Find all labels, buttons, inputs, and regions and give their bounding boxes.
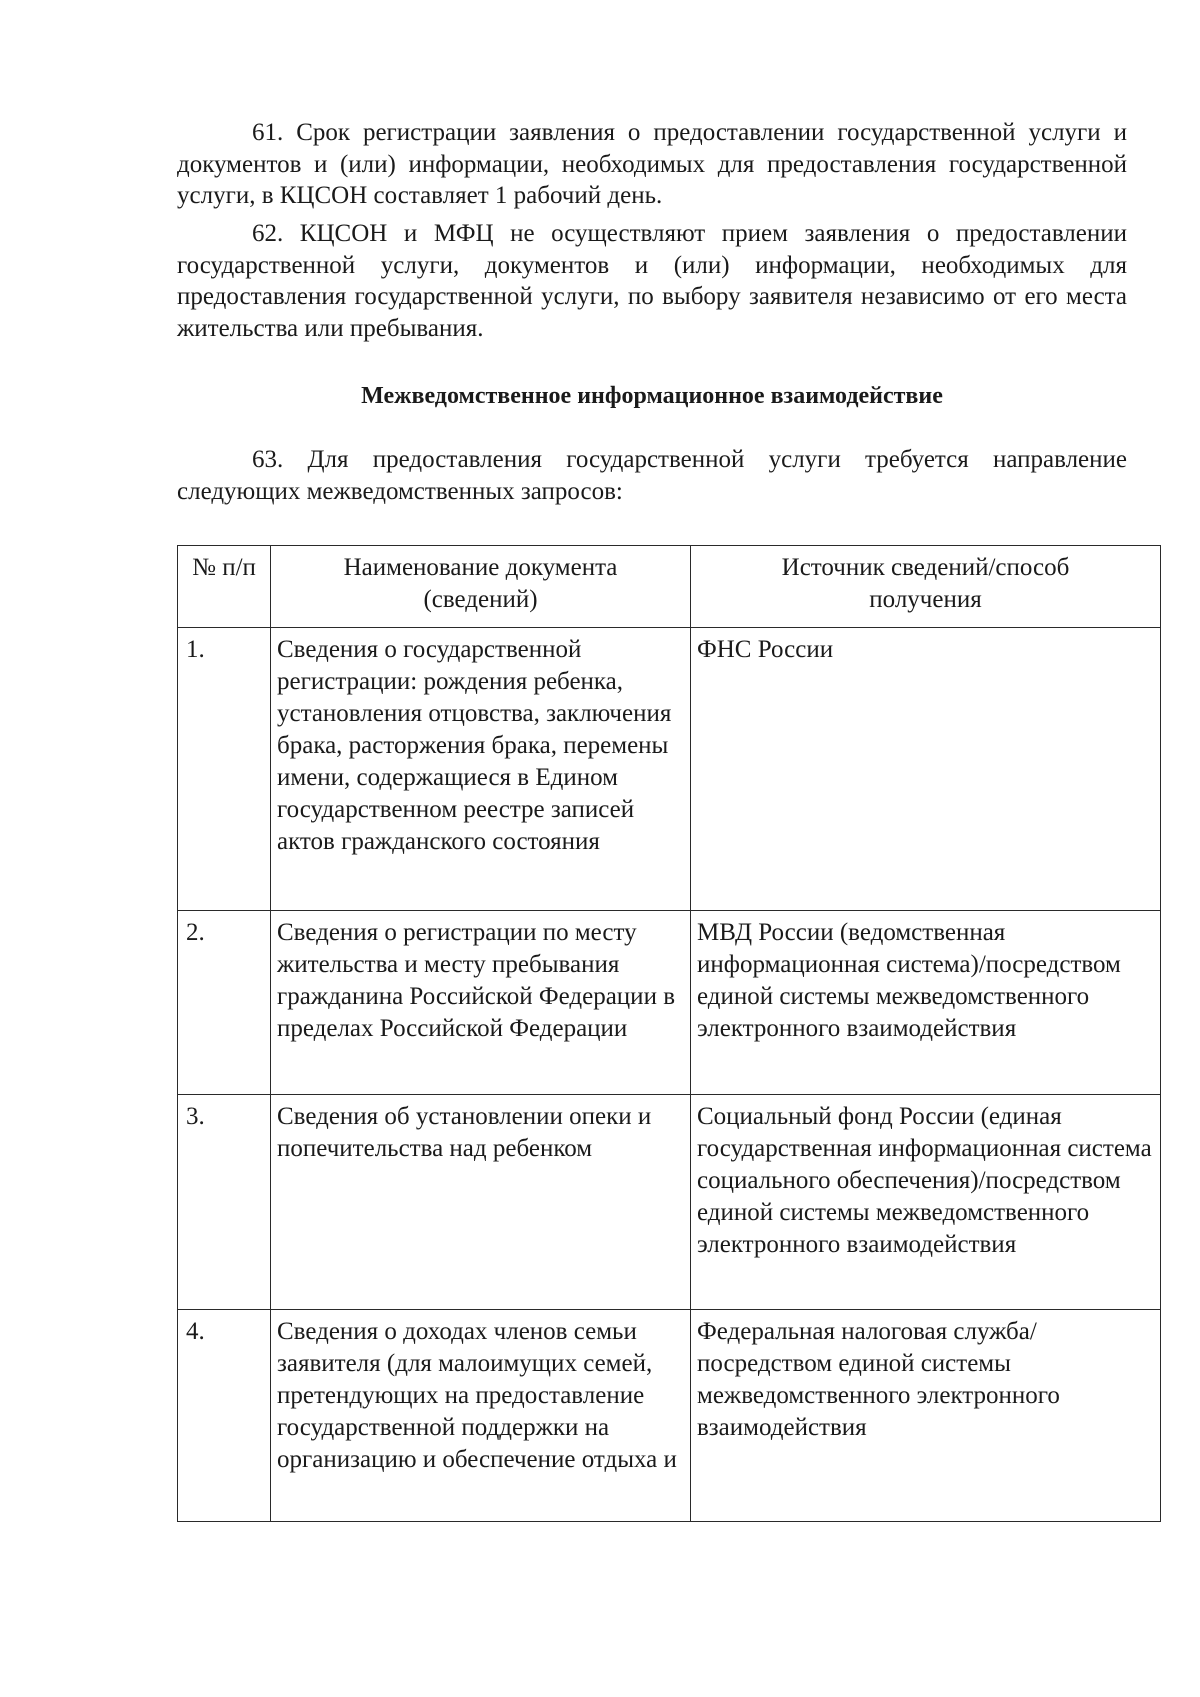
section-heading: Межведомственное информационное взаимодействие: [361, 383, 943, 409]
row-source: МВД России (ведомственная информационная система)/посредством единой системы межведомственного электронного взаимодействия: [691, 911, 1161, 1095]
paragraph-63: 63. Для предоставления государственной услуги требуется направление следующих межведомственных запросов:: [177, 446, 1127, 505]
row-document-name: Сведения об установлении опеки и попечительства над ребенком: [271, 1095, 691, 1310]
header-source: Источник сведений/способ получения: [691, 546, 1161, 628]
header-num: № п/п: [178, 546, 271, 628]
table-row: [178, 1310, 1161, 1522]
table-row: [178, 911, 1161, 1095]
row-number: 2.: [178, 911, 271, 1095]
paragraph-62: 62. КЦСОН и МФЦ не осуществляют прием заявления о предоставлении государственной услуги, документов и (или) информации, необходимых для предоставления государственной услуги, по выбору заявителя независимо от его места жительства или пребывания.: [177, 220, 1127, 342]
row-number: 1.: [178, 628, 271, 911]
header-document-name: Наименование документа (сведений): [271, 546, 691, 628]
row-number: 4.: [178, 1310, 271, 1522]
row-document-name: Сведения о доходах членов семьи заявителя (для малоимущих семей, претендующих на предоставление государственной поддержки на организацию и обеспечение отдыха и: [271, 1310, 691, 1522]
row-source: Федеральная налоговая служба/посредством единой системы межведомственного электронного взаимодействия: [691, 1310, 1161, 1522]
row-source: ФНС России: [691, 628, 1161, 911]
paragraph-61: 61. Срок регистрации заявления о предоставлении государственной услуги и документов и (или) информации, необходимых для предоставления государственной услуги, в КЦСОН составляет 1 рабочий день.: [177, 119, 1127, 209]
row-document-name: Сведения о регистрации по месту жительства и месту пребывания гражданина Российской Федерации в пределах Российской Федерации: [271, 911, 691, 1095]
table-row: [178, 628, 1161, 911]
table-row: [178, 1095, 1161, 1310]
interagency-requests-table: [177, 545, 1161, 1522]
row-document-name: Сведения о государственной регистрации: рождения ребенка, установления отцовства, заключения брака, расторжения брака, перемены имени, содержащиеся в Едином государственном реестре записей актов гражданского состояния: [271, 628, 691, 911]
table-header-row: [178, 546, 1161, 628]
row-number: 3.: [178, 1095, 271, 1310]
row-source: Социальный фонд России (единая государственная информационная система социального обеспечения)/посредством единой системы межведомственного электронного взаимодействия: [691, 1095, 1161, 1310]
